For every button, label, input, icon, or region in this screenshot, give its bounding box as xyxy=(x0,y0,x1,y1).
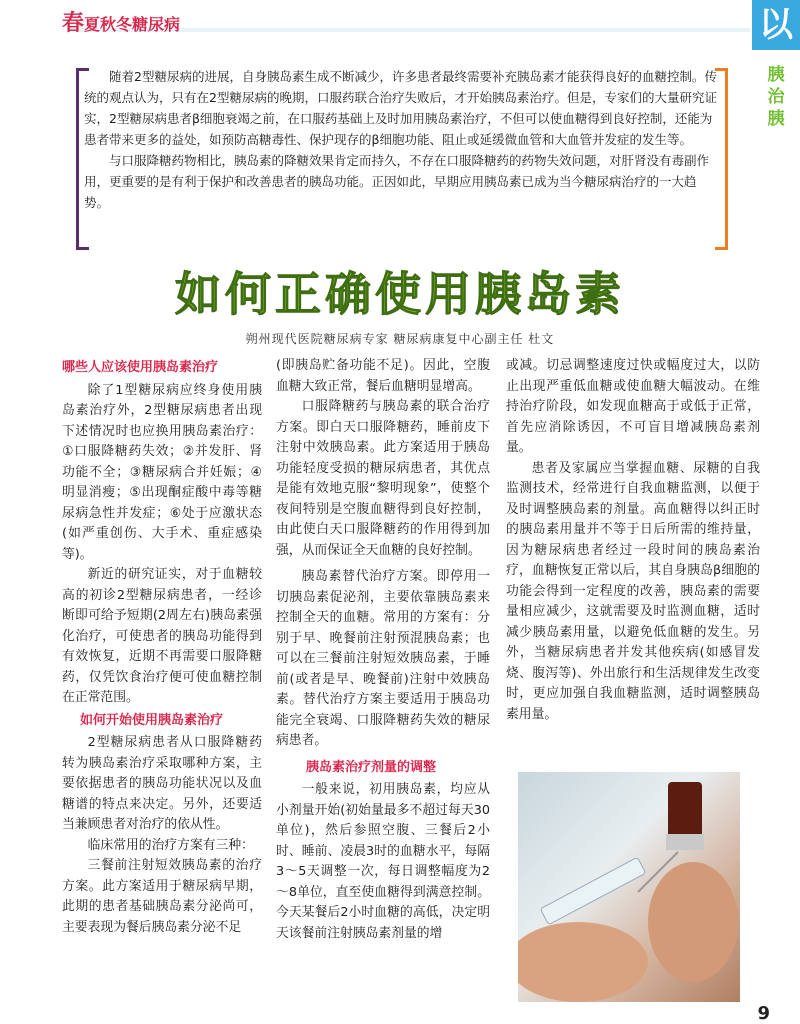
intro-paragraph: 与口服降糖药物相比，胰岛素的降糖效果肯定而持久，不存在口服降糖药的药物失效问题，对肝肾没有毒副作用，更重要的是有利于保护和改善患者的胰岛功能。正因如此，早期应用胰岛素已成为当今糖尿病治疗的一大趋势。 xyxy=(84,153,710,210)
column-1 xyxy=(62,356,262,938)
paragraph: 2型糖尿病患者从口服降糖药转为胰岛素治疗采取哪种方案，主要依据患者的胰岛功能状况以及血糖谱的特点来决定。另外，还要适当兼顾患者对治疗的依从性。 xyxy=(62,735,262,832)
intro-paragraph: 随着2型糖尿病的进展，自身胰岛素生成不断减少，许多患者最终需要补充胰岛素才能获得良好的血糖控制。传统的观点认为，只有在2型糖尿病的晚期，口服药联合治疗失败后，才开始胰岛素治疗。但是，专家们的大量研究证实，2型糖尿病患者β细胞衰竭之前，在口服药基础上及时加用胰岛素治疗，不但可以使血糖得到良好控制，还能为患者带来更多的益处，如预防高糖毒性、保护现存的β细胞功能、阻止或延缓微血管和大血管并发症的发生等。 xyxy=(84,69,717,147)
subheading: 如何开始使用胰岛素治疗 xyxy=(80,712,224,728)
column-3 xyxy=(506,356,760,725)
paragraph: 胰岛素替代治疗方案。即停用一切胰岛素促泌剂，主要依靠胰岛素来控制全天的血糖。常用的方案有：分别于早、晚餐前注射预混胰岛素；也可以在三餐前注射短效胰岛素，于睡前(或者是早、晚餐前)注射中效胰岛素。替代治疗方案主要适用于胰岛功能完全衰竭、口服降糖药失效的糖尿病患者。 xyxy=(276,569,490,748)
vial-icon xyxy=(668,782,702,842)
paragraph: 临床常用的治疗方案有三种： xyxy=(87,837,254,853)
byline: 朔州现代医院糖尿病专家 糖尿病康复中心副主任 杜文 xyxy=(245,332,555,346)
syringe-vial-illustration xyxy=(518,772,740,1002)
paragraph: (即胰岛贮备功能不足)。因此，空腹血糖大致正常，餐后血糖明显增高。 xyxy=(276,358,490,394)
bracket-left xyxy=(76,68,89,250)
injection-photo xyxy=(518,772,740,1002)
paragraph: 口服降糖药与胰岛素的联合治疗方案。即白天口服降糖药，睡前皮下注射中效胰岛素。此方案适用于胰岛功能轻度受损的糖尿病患者，其优点是能有效地克服“黎明现象”，使整个夜间特别是空腹血糖得到良好控制，由此使白天口服降糖药的作用得到加强，从而保证全天血糖的良好控制。 xyxy=(276,399,490,558)
section-title xyxy=(62,6,180,37)
section-title-sub: 夏秋冬糖尿病 xyxy=(84,15,181,34)
side-label: 胰治胰 xyxy=(767,65,785,129)
subheading: 哪些人应该使用胰岛素治疗 xyxy=(62,360,219,375)
column-2 xyxy=(276,356,490,944)
paragraph: 三餐前注射短效胰岛素的治疗方案。此方案适用于糖尿病早期，此期的患者基础胰岛素分泌尚可，主要表现为餐后胰岛素分泌不足 xyxy=(62,858,262,935)
paragraph: 一般来说，初用胰岛素，均应从小剂量开始(初始量最多不超过每天30单位)，然后参照空腹、三餐后2小时、睡前、凌晨3时的血糖水平，每隔3～5天调整一次，每日调整幅度为2～8单位，直至使血糖得到满意控制。今天某餐后2小时血糖的高低，决定明天该餐前注射胰岛素剂量的增 xyxy=(276,782,490,941)
paragraph: 患者及家属应当掌握血糖、尿糖的自我监测技术，经常进行自我血糖监测，以便于及时调整胰岛素的剂量。高血糖得以纠正时的胰岛素用量并不等于日后所需的维持量，因为糖尿病患者经过一段时间的胰岛素治疗，血糖恢复正常以后，其自身胰岛β细胞的功能会得到一定程度的改善，胰岛素的需要量相应减少，这就需要及时监测血糖，适时减少胰岛素用量，以避免低血糖的发生。另外，当糖尿病患者并发其他疾病(如感冒发烧、腹泻等)、外出旅行和生活规律发生改变时，更应加强自我血糖监测，适时调整胰岛素用量。 xyxy=(506,460,760,722)
paragraph: 除了1型糖尿病应终身使用胰岛素治疗外，2型糖尿病患者出现下述情况时也应换用胰岛素治疗：①口服降糖药失效；②并发肝、肾功能不全；③糖尿病合并妊娠；④明显消瘦；⑤出现酮症酸中毒等糖尿病急性并发症；⑥处于应激状态(如严重创伤、大手术、重症感染等)。 xyxy=(62,382,262,562)
paragraph: 新近的研究证实，对于血糖较高的初诊2型糖尿病患者，一经诊断即可给予短期(2周左右)胰岛素强化治疗，可使患者的胰岛功能得到有效恢复，近期不再需要口服降糖药，仅凭饮食治疗便可使血糖控制在正常范围。 xyxy=(62,567,262,705)
bracket-right xyxy=(715,68,728,250)
syringe-icon xyxy=(540,857,646,925)
section-title-main: 春 xyxy=(62,11,85,36)
article-title: 如何正确使用胰岛素 xyxy=(175,267,625,321)
paragraph: 或减。切忌调整速度过快或幅度过大，以防止出现严重低血糖或使血糖大幅波动。在维持治疗阶段，如发现血糖高于或低于正常，首先应消除诱因，不可盲目增减胰岛素剂量。 xyxy=(506,358,760,455)
side-tab: 以 xyxy=(752,0,800,50)
page-number: 9 xyxy=(757,1003,770,1024)
subheading: 胰岛素治疗剂量的调整 xyxy=(306,759,437,775)
page-header xyxy=(0,0,800,48)
intro-box xyxy=(84,66,718,246)
